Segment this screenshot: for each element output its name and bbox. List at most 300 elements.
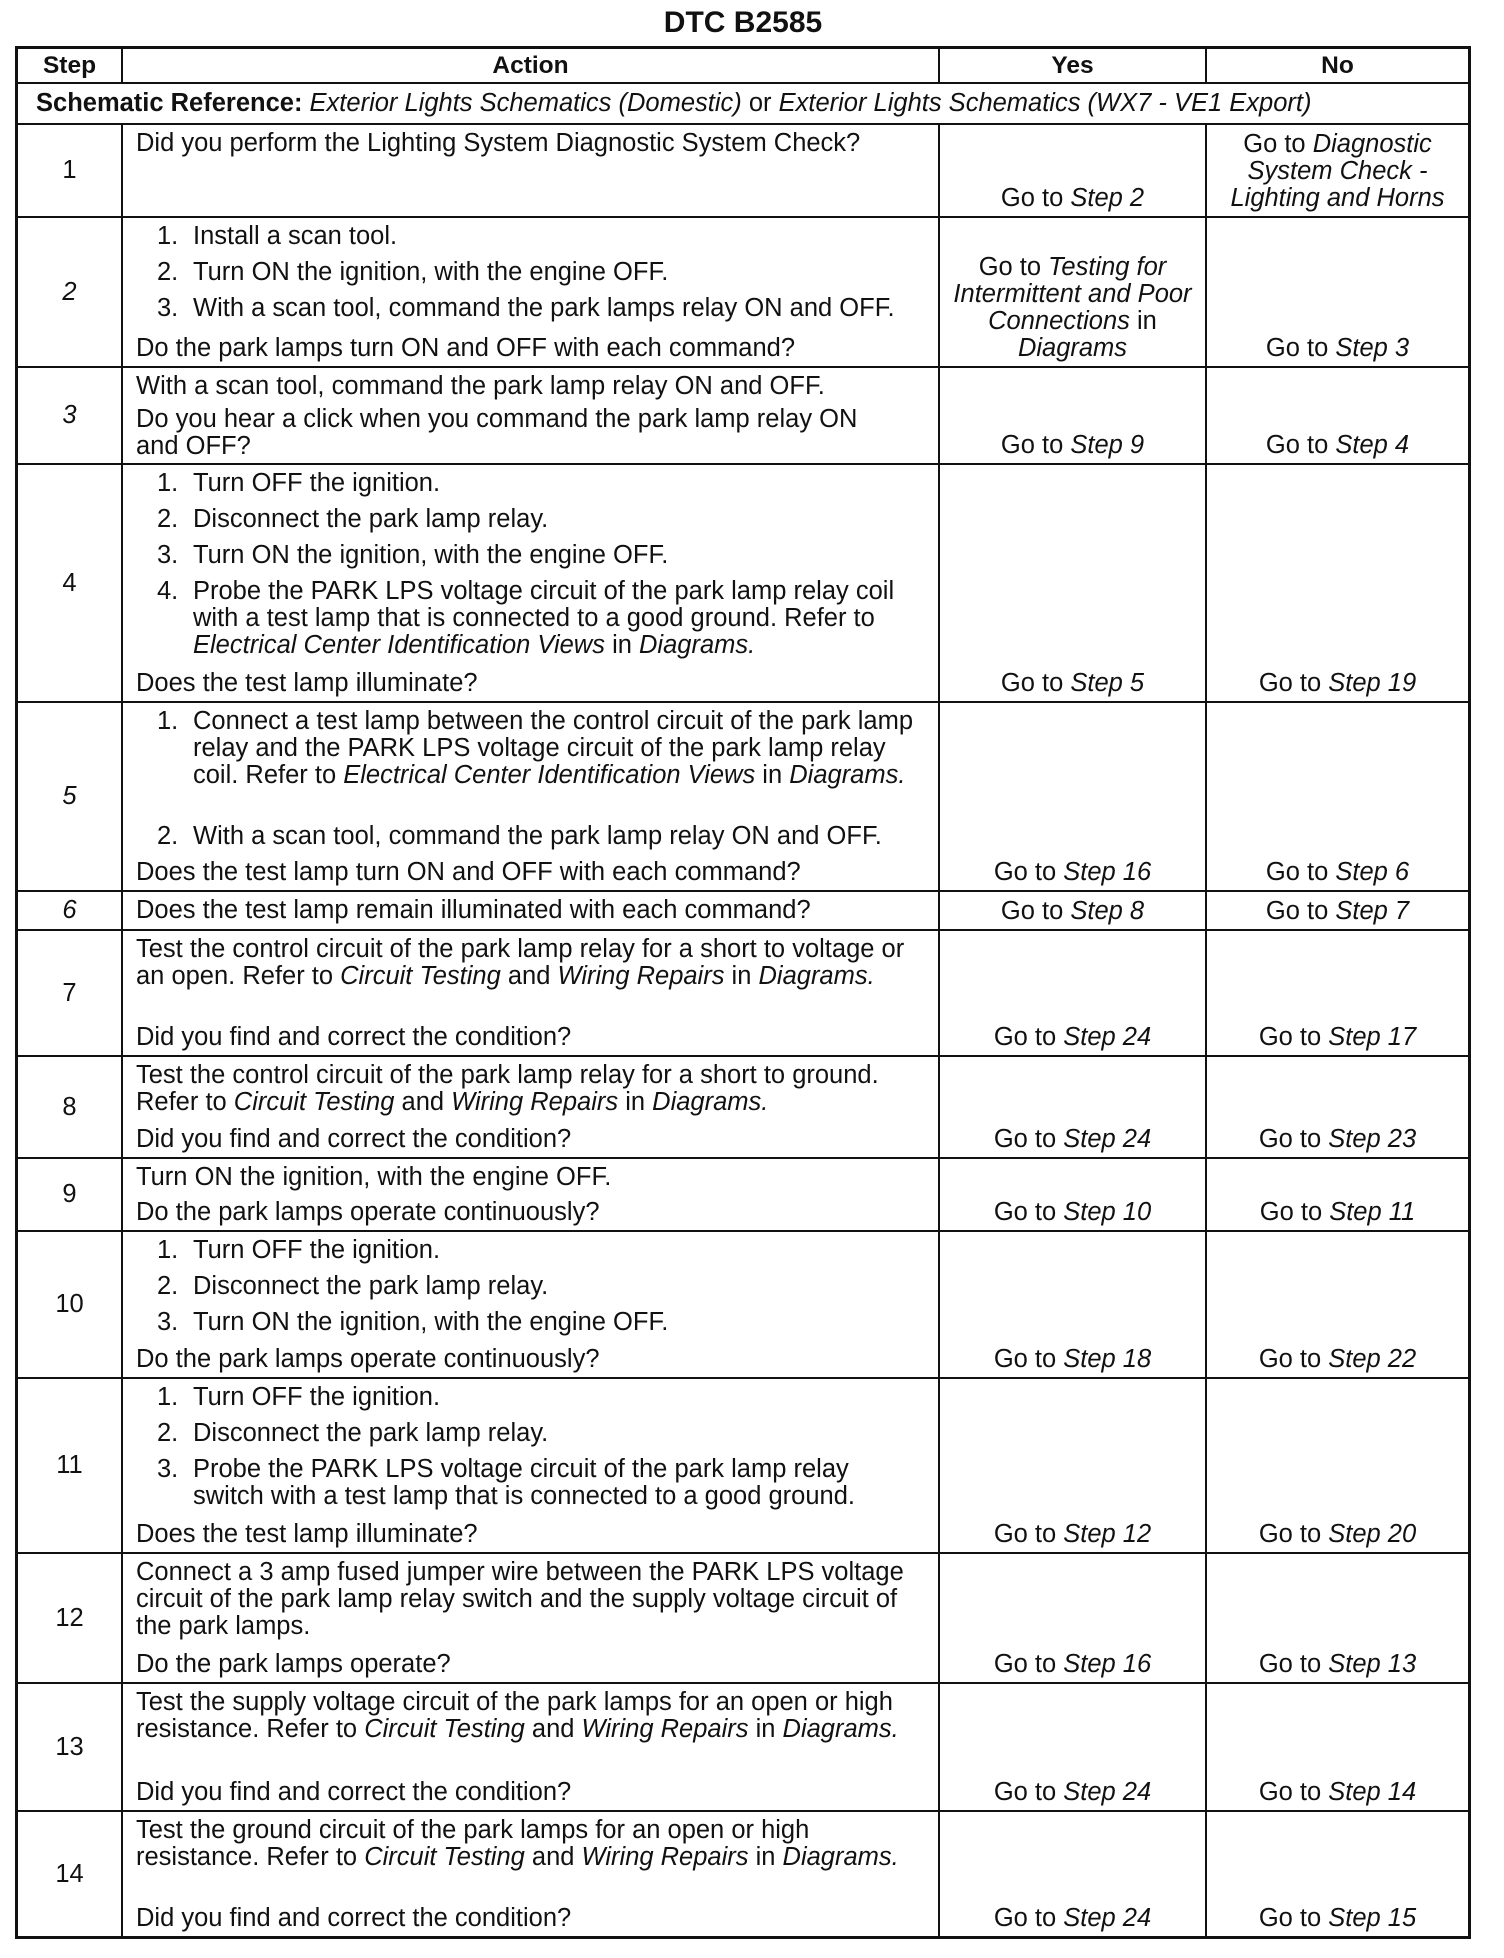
text-segment: Go to xyxy=(1259,1198,1330,1226)
text-segment: Go to xyxy=(1258,1023,1329,1051)
question-line xyxy=(136,433,930,460)
action-cell xyxy=(123,465,938,701)
step-cell xyxy=(18,218,121,366)
text-segment: Go to xyxy=(1000,897,1071,925)
list-item xyxy=(136,1273,930,1300)
list-item xyxy=(136,1309,930,1336)
question-line xyxy=(136,670,930,697)
list-item-text xyxy=(193,708,913,789)
text-segment: in xyxy=(755,761,790,789)
question xyxy=(136,400,930,460)
text-segment: Go to xyxy=(993,1125,1064,1153)
step-number: 13 xyxy=(55,1732,84,1761)
text-segment: Go to xyxy=(1258,1904,1329,1932)
instruction-line xyxy=(193,578,894,605)
action-cell xyxy=(123,1812,938,1936)
step-cell xyxy=(18,892,121,929)
step-cell xyxy=(18,703,121,890)
yes-result-line xyxy=(1001,670,1144,697)
instruction-line xyxy=(193,762,913,789)
list-item xyxy=(136,708,930,789)
list-item-text xyxy=(193,506,548,533)
instruction-line xyxy=(136,1164,930,1191)
question xyxy=(136,897,930,924)
no-result-line xyxy=(1248,158,1428,185)
italic-text-segment: Exterior Lights Schematics (Domestic) xyxy=(309,89,742,117)
question xyxy=(136,329,930,362)
text-segment: in xyxy=(748,1843,783,1871)
list-item-number: 1. xyxy=(157,469,179,497)
italic-text-segment: Circuit Testing xyxy=(340,962,501,990)
list-item xyxy=(136,1237,930,1264)
question-line xyxy=(136,130,930,157)
step-number: 9 xyxy=(62,1180,77,1208)
header-step: Step xyxy=(18,49,121,82)
no-result-line xyxy=(1266,335,1409,362)
no-result-cell xyxy=(1207,1057,1468,1157)
list-item xyxy=(136,1384,930,1411)
italic-text-segment: Step 19 xyxy=(1328,669,1417,697)
question-line xyxy=(136,406,930,433)
italic-text-segment: Step 24 xyxy=(1063,1023,1152,1051)
text-segment: Test the ground circuit of the park lamps for an open or high xyxy=(136,1816,810,1844)
text-segment: Go to xyxy=(1000,431,1071,459)
question-line xyxy=(136,1779,930,1806)
text-segment: in xyxy=(748,1715,783,1743)
text-segment: Do the park lamps operate continuously? xyxy=(136,1345,600,1373)
italic-text-segment: Step 24 xyxy=(1063,1125,1152,1153)
no-result-line xyxy=(1243,131,1432,158)
italic-text-segment: Step 14 xyxy=(1328,1778,1417,1806)
text-segment: Does the test lamp remain illuminated with each command? xyxy=(136,896,811,924)
instruction-line xyxy=(193,1237,440,1264)
instruction-line xyxy=(136,1062,930,1089)
text-segment: Go to xyxy=(1258,1650,1329,1678)
text-segment: Probe the PARK LPS voltage circuit of the park lamp relay coil xyxy=(193,577,895,605)
italic-text-segment: Step 2 xyxy=(1070,184,1145,212)
instruction-line xyxy=(136,963,930,990)
yes-result-line xyxy=(994,1024,1151,1051)
instruction-line xyxy=(136,1559,930,1586)
no-result-cell xyxy=(1207,703,1468,890)
italic-text-segment: Step 16 xyxy=(1063,1650,1152,1678)
italic-text-segment: Diagrams. xyxy=(639,631,756,659)
text-segment: Go to xyxy=(993,1198,1064,1226)
instruction-line xyxy=(193,1420,548,1447)
instruction-line xyxy=(193,470,440,497)
instruction-line xyxy=(193,542,668,569)
italic-text-segment: Step 24 xyxy=(1063,1778,1152,1806)
text-segment: Go to xyxy=(978,253,1049,281)
instruction-line xyxy=(193,708,913,735)
text-segment: Do the park lamps operate continuously? xyxy=(136,1198,600,1226)
no-result-cell xyxy=(1207,1812,1468,1936)
text-segment: Does the test lamp illuminate? xyxy=(136,669,478,697)
instruction-line xyxy=(193,223,397,250)
question xyxy=(136,1515,930,1548)
italic-text-segment: Step 6 xyxy=(1335,858,1410,886)
text-segment: Go to xyxy=(1258,1125,1329,1153)
yes-result-cell xyxy=(940,368,1205,463)
yes-result-cell xyxy=(940,1684,1205,1810)
step-number: 7 xyxy=(62,978,77,1007)
text-segment: or xyxy=(741,89,779,117)
text-segment: Go to xyxy=(1258,1778,1329,1806)
italic-text-segment: Circuit Testing xyxy=(364,1843,525,1871)
question xyxy=(136,850,930,886)
instruction-line xyxy=(136,1844,930,1871)
text-segment: Turn OFF the ignition. xyxy=(193,469,441,497)
text-segment: Go to xyxy=(1258,1520,1329,1548)
text-segment: resistance. Refer to xyxy=(136,1843,365,1871)
question xyxy=(136,664,930,697)
yes-result-line xyxy=(994,1521,1151,1548)
step-cell xyxy=(18,465,121,701)
action-cell xyxy=(123,1684,938,1810)
no-result-cell xyxy=(1207,125,1468,216)
text-segment: Go to xyxy=(1265,858,1336,886)
list-item xyxy=(136,470,930,497)
text-segment: Turn ON the ignition, with the engine OFF. xyxy=(193,1308,669,1336)
italic-text-segment: Step 20 xyxy=(1328,1520,1417,1548)
text-segment: and xyxy=(500,962,558,990)
yes-result-cell xyxy=(940,1379,1205,1552)
list-item-text xyxy=(193,1420,548,1447)
list-item-number: 1. xyxy=(157,1383,179,1411)
step-number: 14 xyxy=(55,1859,84,1888)
header-yes: Yes xyxy=(940,49,1205,82)
no-result-cell xyxy=(1207,1379,1468,1552)
text-segment: Go to xyxy=(993,1904,1064,1932)
action-cell xyxy=(123,368,938,463)
instruction-line xyxy=(136,1586,930,1613)
diagnostic-table xyxy=(15,46,1471,1939)
yes-result-line xyxy=(994,1779,1151,1806)
italic-text-segment: Diagrams. xyxy=(782,1843,899,1871)
no-result-line xyxy=(1259,1126,1416,1153)
question-line xyxy=(136,1199,930,1226)
yes-result-line xyxy=(994,1346,1151,1373)
action-cell xyxy=(123,1159,938,1230)
action-cell xyxy=(123,1057,938,1157)
no-result-cell xyxy=(1207,1159,1468,1230)
no-result-line xyxy=(1259,670,1416,697)
list-item-text xyxy=(193,823,882,850)
yes-result-line xyxy=(1001,432,1144,459)
no-result-cell xyxy=(1207,368,1468,463)
question xyxy=(136,1899,930,1932)
instruction-line xyxy=(136,1689,930,1716)
yes-result-cell xyxy=(940,1057,1205,1157)
list-item-number: 3. xyxy=(157,1455,179,1483)
text-segment: and OFF? xyxy=(136,432,251,460)
yes-result-cell xyxy=(940,1554,1205,1682)
step-cell xyxy=(18,1232,121,1377)
question xyxy=(136,1018,930,1051)
text-segment: Test the supply voltage circuit of the park lamps for an open or high xyxy=(136,1688,893,1716)
italic-text-segment: Step 17 xyxy=(1328,1023,1417,1051)
text-segment: resistance. Refer to xyxy=(136,1715,365,1743)
yes-result-line xyxy=(994,1905,1151,1932)
italic-text-segment: Step 22 xyxy=(1328,1345,1417,1373)
step-number: 2 xyxy=(62,277,77,306)
no-result-cell xyxy=(1207,1684,1468,1810)
no-result-line xyxy=(1259,1779,1416,1806)
instruction-line xyxy=(136,1089,930,1116)
list-item-text xyxy=(193,223,397,250)
italic-text-segment: Step 10 xyxy=(1063,1198,1152,1226)
question-line xyxy=(136,859,930,886)
italic-text-segment: Intermittent and Poor xyxy=(953,280,1192,308)
text-segment: Go to xyxy=(1258,669,1329,697)
instruction-line xyxy=(193,259,668,286)
no-result-line xyxy=(1230,185,1444,212)
step-cell xyxy=(18,1684,121,1810)
step-cell xyxy=(18,1554,121,1682)
document-title: DTC B2585 xyxy=(663,6,823,39)
text-segment: Did you find and correct the condition? xyxy=(136,1125,572,1153)
instruction-line xyxy=(193,632,894,659)
list-item-number: 2. xyxy=(157,505,179,533)
italic-text-segment: Step 4 xyxy=(1335,431,1410,459)
text-segment: the park lamps. xyxy=(136,1612,311,1640)
instruction-line xyxy=(136,936,930,963)
text-segment: Connect a 3 amp fused jumper wire between the PARK LPS voltage xyxy=(136,1558,904,1586)
question-line xyxy=(136,1126,930,1153)
question-line xyxy=(136,335,930,362)
question xyxy=(136,130,930,157)
italic-text-segment: Step 9 xyxy=(1070,431,1145,459)
yes-result-line xyxy=(994,859,1151,886)
italic-text-segment: Diagrams xyxy=(1017,334,1128,362)
italic-text-segment: Electrical Center Identification Views xyxy=(343,761,756,789)
text-segment: in xyxy=(618,1088,653,1116)
italic-text-segment: System Check - xyxy=(1247,157,1428,185)
text-segment: Go to xyxy=(993,858,1064,886)
step-number: 3 xyxy=(62,401,77,429)
text-segment: Go to xyxy=(1000,669,1071,697)
italic-text-segment: Exterior Lights Schematics (WX7 - VE1 Export) xyxy=(778,89,1312,117)
text-segment: Did you find and correct the condition? xyxy=(136,1023,572,1051)
instruction-line xyxy=(136,1613,930,1640)
no-result-line xyxy=(1260,1199,1415,1226)
step-cell xyxy=(18,1057,121,1157)
list-item-text xyxy=(193,1237,440,1264)
text-segment: Test the control circuit of the park lamp relay for a short to voltage or xyxy=(136,935,905,963)
text-segment: Go to xyxy=(993,1778,1064,1806)
text-segment: an open. Refer to xyxy=(136,962,341,990)
text-segment: circuit of the park lamp relay switch and the supply voltage circuit of xyxy=(136,1585,898,1613)
no-result-line xyxy=(1259,1905,1416,1932)
yes-result-line xyxy=(988,308,1157,335)
yes-result-line xyxy=(994,1126,1151,1153)
yes-result-cell xyxy=(940,1232,1205,1377)
text-segment: in xyxy=(604,631,640,659)
yes-result-cell xyxy=(940,218,1205,366)
no-result-line xyxy=(1259,1521,1416,1548)
no-result-cell xyxy=(1207,1232,1468,1377)
action-cell xyxy=(123,1379,938,1552)
step-number: 11 xyxy=(56,1451,83,1479)
italic-text-segment: Step 23 xyxy=(1328,1125,1417,1153)
list-item xyxy=(136,823,930,850)
text-segment: and xyxy=(524,1843,582,1871)
text-segment: With a scan tool, command the park lamp relay ON and OFF. xyxy=(193,822,882,850)
instruction-line xyxy=(193,1483,855,1510)
italic-text-segment: Diagrams. xyxy=(782,1715,899,1743)
text-segment: Go to xyxy=(1243,130,1313,158)
no-result-line xyxy=(1266,432,1409,459)
yes-result-line xyxy=(953,281,1191,308)
step-cell xyxy=(18,931,121,1055)
list-item xyxy=(136,223,930,250)
yes-result-cell xyxy=(940,931,1205,1055)
text-segment: relay and the PARK LPS voltage circuit of the park lamp relay xyxy=(193,734,886,762)
no-result-cell xyxy=(1207,892,1468,929)
text-segment: Did you find and correct the condition? xyxy=(136,1778,572,1806)
text-segment: Go to xyxy=(1265,431,1336,459)
list-item-number: 4. xyxy=(157,577,179,605)
no-result-line xyxy=(1266,859,1409,886)
italic-text-segment: Electrical Center Identification Views xyxy=(193,631,605,659)
text-segment: Disconnect the park lamp relay. xyxy=(193,505,549,533)
schematic-reference-line xyxy=(36,90,1311,117)
italic-text-segment: Step 5 xyxy=(1070,669,1145,697)
no-result-line xyxy=(1259,1346,1416,1373)
text-segment: Turn ON the ignition, with the engine OFF. xyxy=(193,258,669,286)
yes-result-cell xyxy=(940,1812,1205,1936)
question xyxy=(136,1773,930,1806)
list-item-number: 3. xyxy=(157,541,179,569)
list-item-number: 1. xyxy=(157,1236,179,1264)
text-segment: and xyxy=(394,1088,452,1116)
no-result-cell xyxy=(1207,931,1468,1055)
question-line xyxy=(136,1024,930,1051)
instruction-line xyxy=(193,605,894,632)
text-segment: Go to xyxy=(993,1520,1064,1548)
list-item-text xyxy=(193,578,894,659)
text-segment: Go to xyxy=(1265,334,1336,362)
list-item-number: 1. xyxy=(157,222,179,250)
schematic-reference xyxy=(18,84,1468,123)
yes-result-line xyxy=(994,1199,1151,1226)
instruction-line xyxy=(136,1817,930,1844)
italic-text-segment: Lighting and Horns xyxy=(1230,184,1445,212)
action-cell xyxy=(123,703,938,890)
list-item-text xyxy=(193,542,668,569)
action-cell xyxy=(123,931,938,1055)
no-result-cell xyxy=(1207,465,1468,701)
text-segment: Does the test lamp illuminate? xyxy=(136,1520,478,1548)
italic-text-segment: Step 12 xyxy=(1063,1520,1152,1548)
italic-text-segment: Diagrams. xyxy=(789,761,906,789)
text-segment: Connect a test lamp between the control circuit of the park lamp xyxy=(193,707,914,735)
no-result-cell xyxy=(1207,1554,1468,1682)
italic-text-segment: Step 18 xyxy=(1063,1345,1152,1373)
italic-text-segment: Step 24 xyxy=(1063,1904,1152,1932)
text-segment: Test the control circuit of the park lamp relay for a short to ground. xyxy=(136,1061,879,1089)
list-item xyxy=(136,295,930,322)
italic-text-segment: Circuit Testing xyxy=(364,1715,525,1743)
yes-result-cell xyxy=(940,125,1205,216)
instruction-line xyxy=(193,1309,668,1336)
step-cell xyxy=(18,1379,121,1552)
step-number: 1 xyxy=(62,156,77,184)
text-segment: With a scan tool, command the park lamps relay ON and OFF. xyxy=(193,294,895,322)
list-item-text xyxy=(193,295,895,322)
yes-result-cell xyxy=(940,465,1205,701)
no-result-cell xyxy=(1207,218,1468,366)
text-segment: Go to xyxy=(993,1023,1064,1051)
question xyxy=(136,1193,930,1226)
list-item-number: 1. xyxy=(157,707,179,735)
action-cell xyxy=(123,125,938,216)
instruction-line xyxy=(193,295,895,322)
list-item-text xyxy=(193,1384,440,1411)
italic-text-segment: Step 11 xyxy=(1329,1198,1416,1226)
text-segment: Go to xyxy=(1265,897,1336,925)
instruction-line xyxy=(193,506,548,533)
list-item xyxy=(136,578,930,659)
italic-text-segment: Testing for xyxy=(1048,253,1167,281)
text-segment: Do you hear a click when you command the park lamp relay ON xyxy=(136,405,858,433)
list-item-number: 2. xyxy=(157,1272,179,1300)
yes-result-cell xyxy=(940,703,1205,890)
yes-result-line xyxy=(994,1651,1151,1678)
text-segment: and xyxy=(524,1715,582,1743)
italic-text-segment: Wiring Repairs xyxy=(451,1088,619,1116)
text-segment: Did you perform the Lighting System Diagnostic System Check? xyxy=(136,129,861,157)
question-line xyxy=(136,1346,930,1373)
list-item-text xyxy=(193,470,440,497)
italic-text-segment: Diagrams. xyxy=(758,962,875,990)
text-segment: Turn OFF the ignition. xyxy=(193,1236,441,1264)
list-item-text xyxy=(193,259,668,286)
text-segment: Go to xyxy=(993,1345,1064,1373)
instruction-line xyxy=(193,1456,855,1483)
action-cell xyxy=(123,892,938,929)
yes-result-line xyxy=(979,254,1167,281)
text-segment: Did you find and correct the condition? xyxy=(136,1904,572,1932)
step-cell xyxy=(18,1159,121,1230)
text-segment: Go to xyxy=(1258,1345,1329,1373)
question-line xyxy=(136,1521,930,1548)
list-item-number: 2. xyxy=(157,822,179,850)
text-segment: Go to xyxy=(1000,184,1071,212)
list-item xyxy=(136,1456,930,1510)
yes-result-line xyxy=(1018,335,1127,362)
italic-text-segment: Diagrams. xyxy=(652,1088,769,1116)
text-segment: With a scan tool, command the park lamp relay ON and OFF. xyxy=(136,372,825,400)
instruction-line xyxy=(136,373,930,400)
italic-text-segment: Wiring Repairs xyxy=(557,962,725,990)
action-cell xyxy=(123,1232,938,1377)
text-segment: switch with a test lamp that is connected to a good ground. xyxy=(193,1482,855,1510)
text-segment: Disconnect the park lamp relay. xyxy=(193,1419,549,1447)
instruction-line xyxy=(193,823,882,850)
instruction-line xyxy=(193,1273,548,1300)
italic-text-segment: Wiring Repairs xyxy=(581,1843,749,1871)
list-item xyxy=(136,259,930,286)
question xyxy=(136,1645,930,1678)
list-item xyxy=(136,506,930,533)
action-cell xyxy=(123,1554,938,1682)
text-segment: in xyxy=(724,962,759,990)
list-item-text xyxy=(193,1309,668,1336)
question xyxy=(136,1340,930,1373)
instruction-line xyxy=(136,1716,930,1743)
bold-text-segment: Schematic Reference: xyxy=(36,89,310,117)
